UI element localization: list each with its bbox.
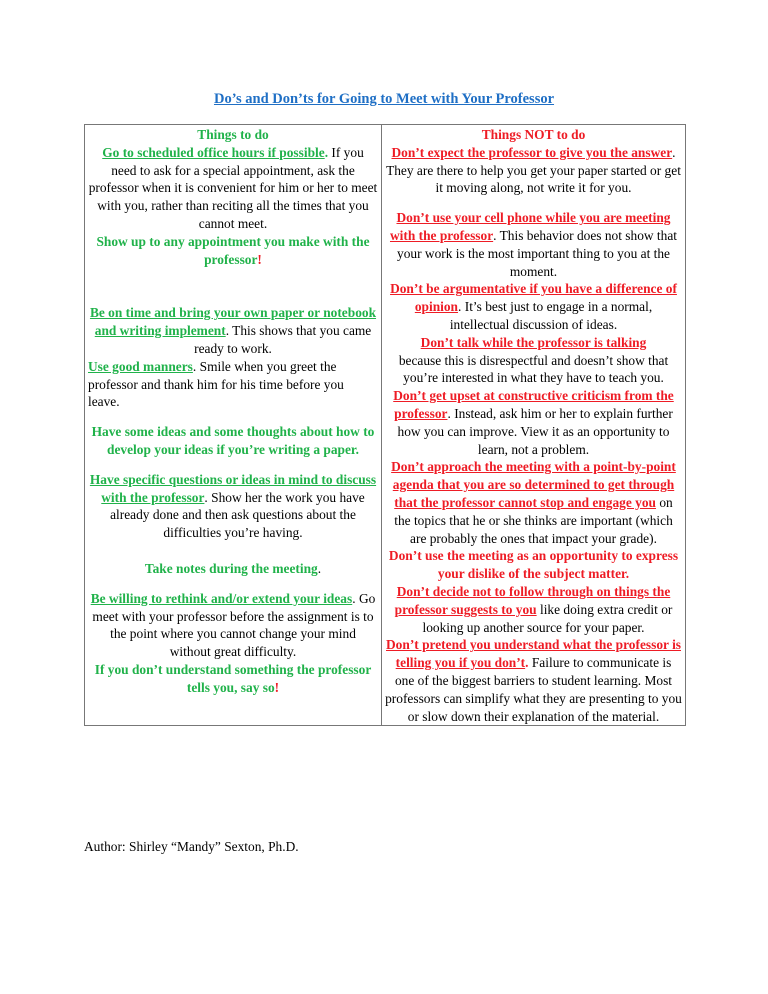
do-item-text: This shows that you came ready to work. — [194, 323, 372, 356]
dont-item-text: They are there to help you get your paper started or get it moving along, not write it for you. — [386, 162, 681, 196]
dont-item-strong: Don’t get upset at constructive criticism from the professor — [393, 388, 674, 421]
do-item-text: Show her the work you have already done and then ask questions about the difficulties you’re having. — [110, 489, 365, 541]
dont-item-strong: Don’t decide not to follow through on things the professor suggests to you — [394, 583, 671, 617]
do-item-show-up — [88, 233, 378, 269]
do-item-strong: Use good manners — [88, 358, 193, 374]
punct-period: . — [458, 299, 462, 315]
do-item-text: If you need to ask for a special appointment, ask the professor when it is convenient for him or her to meet with you, rather than reciting all the times that you cannot meet. — [88, 144, 378, 231]
spacer — [88, 280, 378, 292]
spacer — [88, 292, 378, 304]
dont-item-text: on the topics that he or she thinks are important (which are probably the ones that impact your grade). — [394, 494, 673, 546]
punct-period: . — [192, 358, 197, 374]
do-item-text: Smile when you greet the professor and thank him for his time before you leave. — [88, 358, 344, 410]
dos-header: Things to do — [197, 127, 269, 142]
dont-item-follow-through — [385, 583, 682, 636]
dont-item-strong: Don’t expect the professor to give you the answer — [391, 144, 673, 160]
dont-item-text: Failure to communicate is one of the biggest barriers to student learning. Most professors can simplify what they are presenting to you or slow down their explanation of the material. — [385, 655, 682, 724]
do-item-strong: Go to scheduled office hours if possible — [102, 144, 325, 160]
spacer — [385, 197, 682, 209]
dont-item-text: It’s best just to engage in a normal, intellectual discussion of ideas. — [449, 299, 653, 332]
author-credit: Author: Shirley “Mandy” Sexton, Ph.D. — [84, 839, 299, 854]
dont-item-strong: Don’t talk while the professor is talking — [420, 334, 647, 350]
punct-bang: ! — [257, 251, 262, 267]
do-item-notes — [88, 560, 378, 578]
donts-column — [382, 125, 686, 726]
dos-and-donts-table — [84, 124, 686, 726]
dont-item-text: This behavior does not show that your work is the most important thing to you at the moment. — [397, 227, 678, 279]
dont-item-pretend — [385, 636, 682, 725]
spacer — [88, 411, 378, 423]
table-row — [85, 125, 686, 726]
do-item-manners — [88, 358, 378, 411]
do-item-ideas — [88, 423, 378, 459]
dont-item-criticism — [385, 387, 682, 458]
punct-period: . — [493, 227, 497, 243]
spacer — [88, 268, 378, 280]
punct-period: . — [672, 144, 676, 160]
punct-period: . — [625, 566, 630, 582]
dont-item-strong: Don’t use the meeting as an opportunity to express your dislike of the subject matter — [388, 548, 679, 582]
do-item-strong: Be willing to rethink and/or extend your ideas — [90, 590, 353, 606]
dont-item-text: because this is disrespectful and doesn’t show that you’re interested in what they have to teach you. — [398, 352, 669, 386]
do-item-strong: If you don’t understand something the professor tells you, say so — [94, 661, 372, 695]
do-item-office-hours — [88, 144, 378, 233]
donts-header: Things NOT to do — [481, 127, 586, 142]
do-item-strong: Be on time and bring your own paper or notebook and writing implement — [89, 305, 377, 339]
dont-item-talking — [385, 334, 682, 387]
punct-period: . — [317, 560, 322, 576]
dont-item-strong: Don’t use your cell phone while you are meeting with the professor — [389, 210, 671, 243]
dont-item-cell-phone — [385, 209, 682, 280]
dont-item-dislike — [385, 547, 682, 583]
dont-item-answer — [385, 144, 682, 197]
do-item-text: Go meet with your professor before the assignment is to the point where you cannot change your mind without great difficulty. — [92, 590, 376, 660]
punct-period: . — [447, 405, 451, 421]
dont-item-argumentative — [385, 280, 682, 333]
dos-column — [85, 125, 382, 726]
do-item-say-so — [88, 661, 378, 697]
do-item-strong: Take notes during the meeting — [144, 560, 318, 576]
punct-period: . — [225, 323, 230, 339]
dont-item-agenda — [385, 458, 682, 547]
punct-period: . — [204, 489, 208, 505]
dont-item-strong: Don’t pretend you understand what the professor is telling you if you don’t — [386, 637, 681, 671]
dont-item-text: Instead, ask him or her to explain further how you can improve. View it as an opportunity to learn, not a problem. — [397, 405, 673, 457]
do-item-strong: Have specific questions or ideas in mind to discuss with the professor — [89, 471, 377, 505]
do-item-strong: Have some ideas and some thoughts about how to develop your ideas if you’re writing a paper. — [91, 424, 375, 457]
do-item-strong: Show up to any appointment you make with the professor — [96, 233, 370, 267]
dont-item-strong: Don’t approach the meeting with a point-by-point agenda that you are so determined to get through that the professor cannot stop and engage you — [391, 459, 676, 510]
spacer — [88, 459, 378, 471]
spacer — [88, 578, 378, 590]
punct-period: . — [352, 590, 356, 606]
do-item-questions — [88, 471, 378, 542]
punct-period: . — [525, 655, 529, 671]
dont-item-strong: Don’t be argumentative if you have a difference of opinion — [390, 281, 677, 315]
do-item-rethink — [88, 590, 378, 661]
punct-bang: ! — [274, 679, 280, 695]
dont-item-text: like doing extra credit or looking up another source for your paper. — [422, 601, 673, 635]
spacer — [88, 542, 378, 554]
document-title: Do’s and Don’ts for Going to Meet with Your Professor — [213, 91, 555, 107]
punct-period: . — [324, 144, 329, 160]
do-item-on-time — [88, 304, 378, 357]
